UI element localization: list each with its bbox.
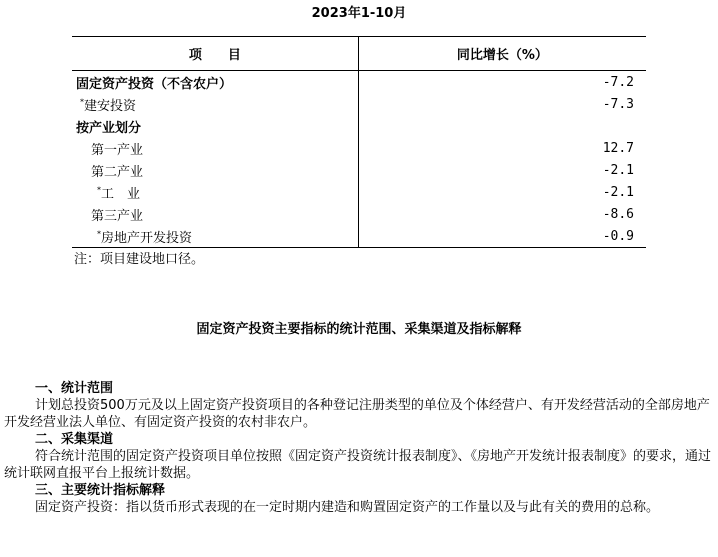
row-label: 房地产开发投资 <box>101 230 193 246</box>
row-value <box>358 115 646 137</box>
table-row <box>72 137 646 159</box>
row-value: -0.9 <box>358 225 646 248</box>
row-label-cell <box>72 93 358 115</box>
row-label: 第三产业 <box>91 208 144 224</box>
row-label-cell <box>72 203 358 225</box>
row-label-cell <box>72 71 358 94</box>
row-value: -2.1 <box>602 162 634 178</box>
asterisk-mark: * <box>97 185 101 195</box>
row-label: 第一产业 <box>91 142 144 158</box>
row-label: 固定资产投资（不含农户） <box>76 76 233 92</box>
row-label-cell <box>72 225 358 248</box>
asterisk-mark: * <box>80 97 84 107</box>
explanation-body <box>4 380 714 516</box>
row-label: 建安投资 <box>84 98 137 114</box>
table-row <box>72 115 646 137</box>
table-row <box>72 181 646 203</box>
section-heading-scope: 一、统计范围 <box>35 381 114 396</box>
table-row <box>72 93 646 115</box>
asterisk-mark: * <box>97 229 101 239</box>
table-header-row <box>72 37 646 71</box>
page-title: 2023年1-10月 <box>311 6 407 21</box>
row-label-cell <box>72 137 358 159</box>
row-label: 按产业划分 <box>76 120 142 136</box>
table-note: 注：项目建设地口径。 <box>74 252 205 267</box>
column-header-item: 项 目 <box>72 37 358 71</box>
table-row <box>72 159 646 181</box>
row-label: 第二产业 <box>91 164 144 180</box>
section-heading-definitions: 三、主要统计指标解释 <box>35 483 166 498</box>
section-text-channel: 符合统计范围的固定资产投资项目单位按照《固定资产投资统计报表制度》、《房地产开发统计报表制度》的要求，通过统计联网直报平台上报统计数据。 <box>4 449 712 481</box>
section-title: 固定资产投资主要指标的统计范围、采集渠道及指标解释 <box>196 322 522 337</box>
column-header-growth: 同比增长（%） <box>358 37 646 71</box>
section-text-definitions: 固定资产投资：指以货币形式表现的在一定时期内建造和购置固定资产的工作量以及与此有关的费用的总称。 <box>35 500 660 515</box>
section-heading-channel: 二、采集渠道 <box>35 432 114 447</box>
row-label-cell <box>72 181 358 203</box>
investment-growth-table <box>72 36 646 248</box>
row-value: -7.2 <box>602 74 634 90</box>
row-value: -2.1 <box>602 184 634 200</box>
row-label-cell <box>72 115 358 137</box>
row-value: -8.6 <box>602 206 634 222</box>
row-value: 12.7 <box>602 140 634 156</box>
table-row <box>72 203 646 225</box>
section-text-scope: 计划总投资500万元及以上固定资产投资项目的各种登记注册类型的单位及个体经营户、有开发经营活动的全部房地产开发经营业法人单位、有固定资产投资的农村非农户。 <box>4 398 710 430</box>
row-label-cell <box>72 159 358 181</box>
table-row <box>72 225 646 248</box>
row-label: 工 业 <box>101 186 141 202</box>
table-row <box>72 71 646 94</box>
row-value: -7.3 <box>602 96 634 112</box>
